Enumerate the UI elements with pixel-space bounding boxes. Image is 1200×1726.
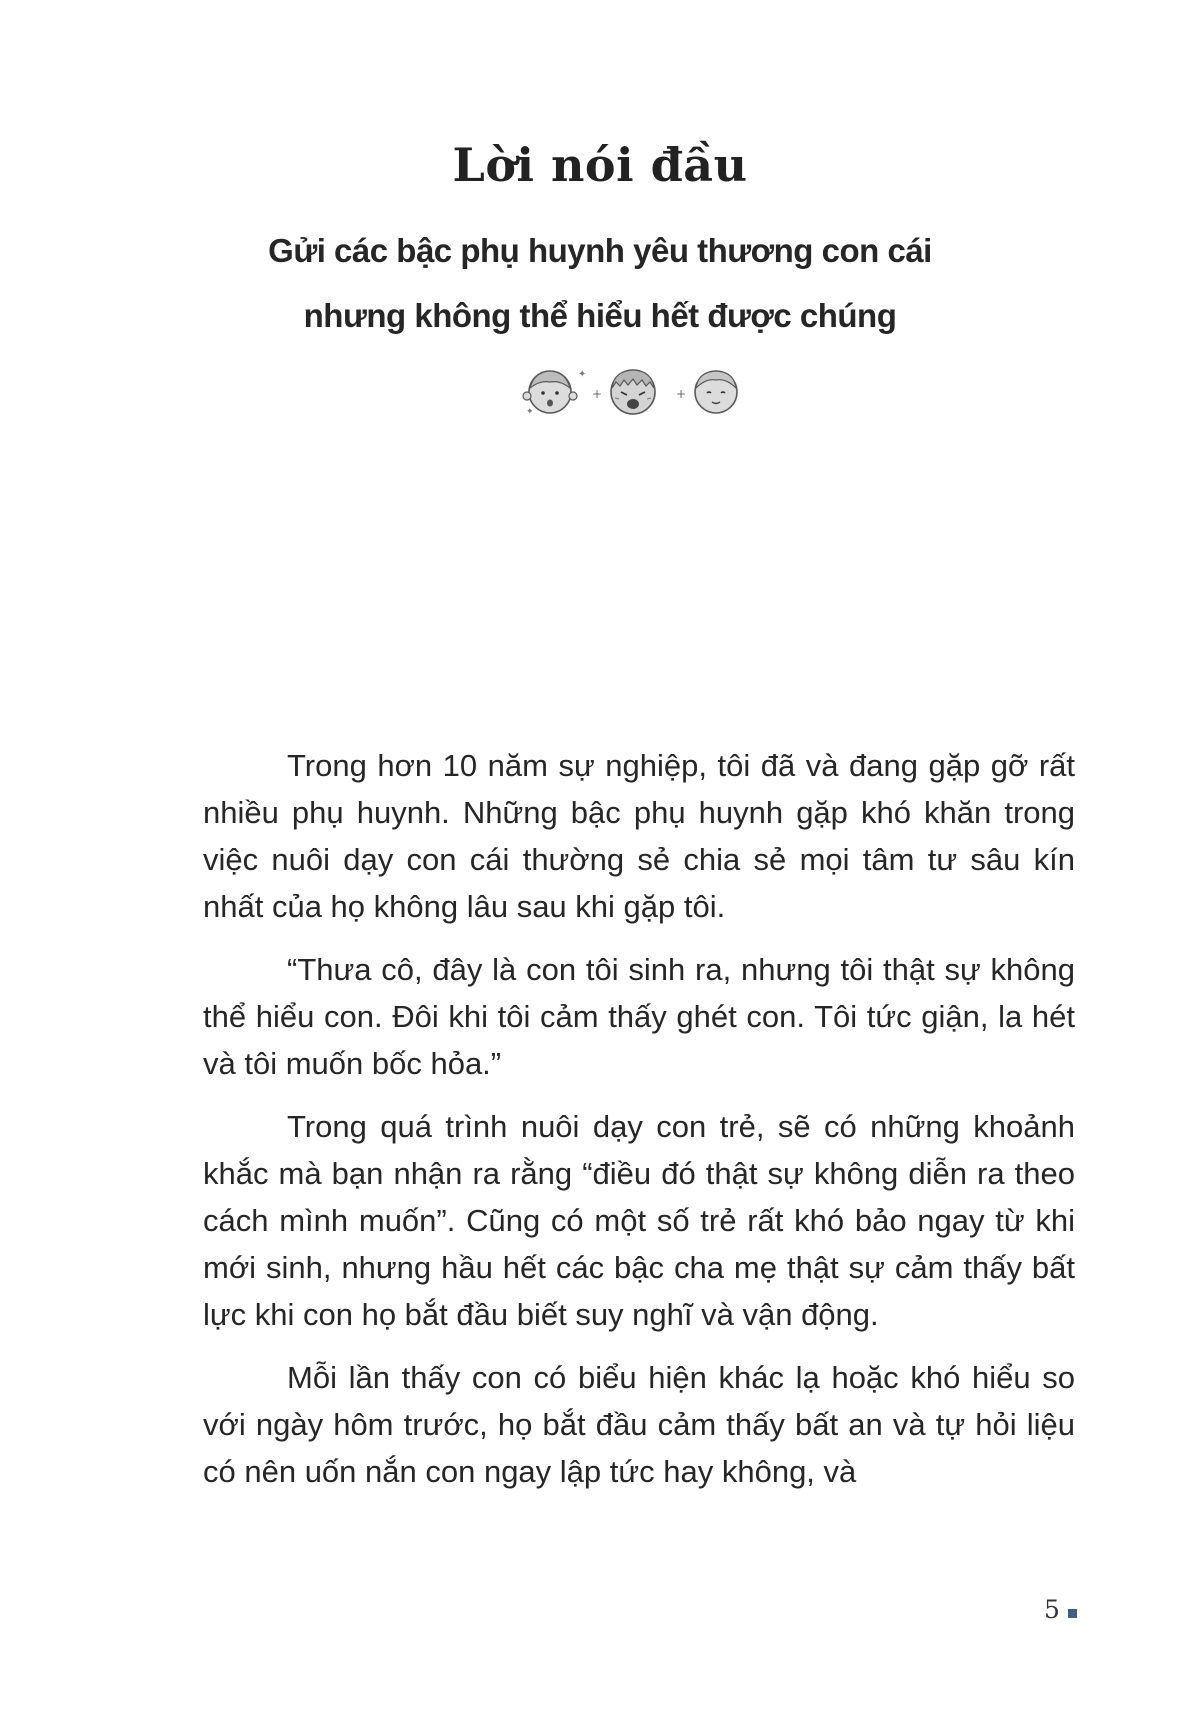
paragraph: Trong hơn 10 năm sự nghiệp, tôi đã và đang gặp gỡ rất nhiều phụ huynh. Những bậc phụ huynh gặp khó khăn trong việc nuôi dạy con cái thường sẻ chia sẻ mọi tâm tư sâu kín nhất của họ không lâu sau khi gặp tôi.	[203, 748, 1075, 924]
paragraph: “Thưa cô, đây là con tôi sinh ra, nhưng tôi thật sự không thể hiểu con. Đôi khi tôi cảm thấy ghét con. Tôi tức giận, la hét và tôi muốn bốc hỏa.”	[203, 952, 1075, 1081]
svg-text:✦: ✦	[578, 369, 587, 380]
child-calm-face-icon	[695, 371, 737, 413]
boy-shouting-face-icon	[611, 370, 655, 414]
girl-face-icon	[523, 369, 586, 417]
chapter-title: Lời nói đầu	[452, 138, 748, 192]
faces-decoration	[520, 362, 760, 418]
chapter-subtitle-line-1: Gửi các bậc phụ huynh yêu thương con cái	[268, 232, 932, 269]
svg-text:+: +	[676, 387, 687, 401]
paragraph: Trong quá trình nuôi dạy con trẻ, sẽ có những khoảnh khắc mà bạn nhận ra rằng “điều đó thật sự không diễn ra theo cách mình muốn”. Cũng có một số trẻ rất khó bảo ngay từ khi mới sinh, nhưng hầu hết các bậc cha mẹ thật sự cảm thấy bất lực khi con họ bắt đầu biết suy nghĩ và vận động.	[203, 1109, 1075, 1332]
svg-text:✦: ✦	[526, 407, 534, 417]
paragraph: Mỗi lần thấy con có biểu hiện khác lạ hoặc khó hiểu so với ngày hôm trước, họ bắt đầu cảm thấy bất an và tự hỏi liệu có nên uốn nắn con ngay lập tức hay không, và	[203, 1360, 1075, 1489]
body-text	[203, 742, 1075, 1511]
svg-text:+: +	[592, 387, 603, 401]
chapter-subtitle-line-2: nhưng không thể hiểu hết được chúng	[303, 297, 897, 334]
page-number: 5	[1044, 1595, 1060, 1624]
page-marker	[1068, 1609, 1077, 1618]
